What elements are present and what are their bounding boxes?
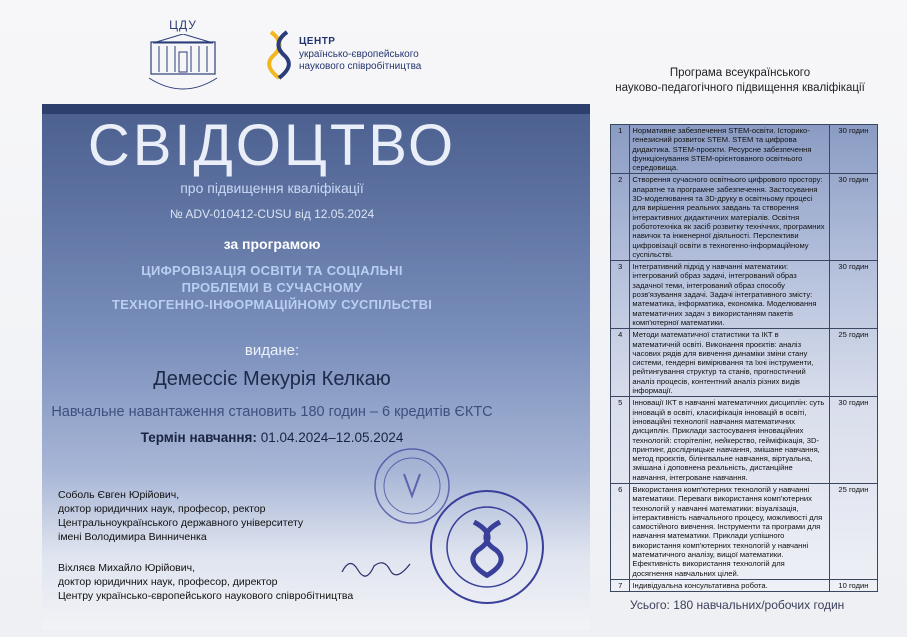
program-title	[600, 66, 880, 96]
program-name	[70, 262, 474, 313]
module-description: Створення сучасного освітнього цифрового простору: апаратне та програмне забезпечення. Застосування 3D-моделювання та 3D-друку в освітньому процесі для вирішення реальних завдань та створення інтерактивних дидактичних матеріалів. Освітня робототехніка як засіб розвитку технічних, програмних навичок та інженерної діяльності. Перспективи цифровізації освіти в техногенно-інформаційному суспільстві.	[630, 174, 829, 261]
module-hours: 25 годин	[829, 329, 877, 397]
table-row	[611, 579, 878, 591]
program-label: за програмою	[223, 236, 321, 252]
module-number: 4	[611, 329, 630, 397]
center-logo-line2: українсько-європейського	[299, 49, 419, 60]
university-building-icon	[145, 34, 221, 96]
signature-icon	[340, 552, 420, 582]
table-row	[611, 329, 878, 397]
signatory-director	[58, 561, 353, 603]
center-logo-line3: наукового співробітництва	[299, 61, 422, 72]
table-row	[611, 174, 878, 261]
module-description: Використання комп'ютерних технологій у навчанні математики. Переваги використання комп'ютерних технологій у навчанні математики: візуалізація, інтерактивність навчального процесу, можливості для самостійного вивчення. Інструменти та програми для навчання математики. Приклади успішного використання комп'ютерних технологій у навчанні математичного аналізу, вищої математики. Ефективність використання технологій для досягнення навчальних цілей.	[630, 483, 829, 579]
table-row	[611, 125, 878, 174]
module-hours: 30 годин	[829, 174, 877, 261]
signatory-rector-org: Центральноукраїнського державного університету	[58, 517, 304, 529]
module-description: Інновації ІКТ в навчанні математичних дисциплін: суть інновацій в освіті, класифікація інновацій в освіті, інноваційні технології навчання математичних дисциплін. Приклади застосування інноваційних технологій: сторітелінг, нейкерство, гейміфікація, 3D-принтинг, дослідницьке навчання, змішане навчання, метод проєктів, білінгвальне навчання, віртуальна, змішана і доповнена реальність, дистанційне навчання, інтегроване навчання.	[630, 397, 829, 484]
module-hours: 10 годин	[829, 579, 877, 591]
signatory-rector-name: Соболь Євген Юрійович,	[58, 489, 180, 501]
program-name-line3: ТЕХНОГЕННО-ІНФОРМАЦІЙНОМУ СУСПІЛЬСТВІ	[111, 297, 433, 312]
module-number: 2	[611, 174, 630, 261]
study-term-label: Термін навчання:	[140, 430, 257, 445]
program-title-line2: науково-педагогічного підвищення кваліфікації	[615, 82, 865, 94]
signatory-rector	[58, 488, 303, 544]
module-hours: 25 годин	[829, 483, 877, 579]
certificate-subtitle: про підвищення кваліфікації	[180, 180, 364, 196]
czu-logo-text: ЦДУ	[169, 18, 197, 32]
signatory-director-org: Центру українсько-європейського наукового співробітництва	[58, 590, 354, 602]
module-hours: 30 годин	[829, 261, 877, 329]
module-hours: 30 годин	[829, 397, 877, 484]
module-description: Інтегративний підхід у навчанні математики: інтегрований образ задачі, інтегрований образ задачної теми, інтегрований образ способу розв'язування задачі. Задачі інтегративного змісту: математика, інформатика, економіка. Моделювання математичних задач з використанням пакетів комп'ютерної математики.	[630, 261, 829, 329]
signatory-rector-org2: імені Володимира Винниченка	[58, 531, 207, 543]
modules-table-panel	[610, 124, 878, 589]
study-load: Навчальне навантаження становить 180 годин – 6 кредитів ЄКТС	[51, 404, 493, 420]
total-hours: Усього: 180 навчальних/робочих годин	[630, 598, 845, 612]
module-number: 6	[611, 483, 630, 579]
center-logo-mark-icon	[265, 30, 295, 80]
module-description: Індивідуальна консультативна робота.	[630, 579, 829, 591]
module-number: 3	[611, 261, 630, 329]
signatory-director-degree: доктор юридичних наук, професор, директор	[58, 576, 278, 588]
recipient-name: Демессіє Мекурія Келкаю	[153, 368, 391, 390]
issued-label: видане:	[244, 342, 300, 359]
module-description: Нормативне забезпечення STEM-освіти. Історико-генезисний розвиток STEM. STEM та цифрова дидактика. STEM-проєкти. Ресурсне забезпечення функціонування STEM-орієнтованого освітнього середовища.	[630, 125, 829, 174]
program-name-line1: ЦИФРОВІЗАЦІЯ ОСВІТИ ТА СОЦІАЛЬНІ	[141, 263, 403, 278]
center-logo	[265, 30, 435, 85]
table-row	[611, 397, 878, 484]
signatory-rector-degree: доктор юридичних наук, професор, ректор	[58, 503, 266, 515]
program-title-line1: Програма всеукраїнського	[669, 67, 811, 79]
certificate-title: СВІДОЦТВО	[87, 113, 457, 178]
center-logo-line1: ЦЕНТР	[299, 36, 336, 47]
module-number: 1	[611, 125, 630, 174]
module-hours: 30 годин	[829, 125, 877, 174]
module-number: 5	[611, 397, 630, 484]
certificate-number: № ADV-010412-CUSU від 12.05.2024	[169, 207, 375, 221]
table-row	[611, 261, 878, 329]
program-name-line2: ПРОБЛЕМИ В СУЧАСНОМУ	[181, 280, 363, 295]
table-row	[611, 483, 878, 579]
center-stamp-icon	[428, 488, 546, 606]
signatory-director-name: Віхляєв Михайло Юрійович,	[58, 562, 196, 574]
module-number: 7	[611, 579, 630, 591]
modules-table	[610, 124, 878, 592]
study-term	[42, 430, 502, 445]
module-description: Методи математичної статистики та ІКТ в математичній освіті. Виконання проєктів: аналіз часових рядів для вивчення динаміки зміни стану системи, гендерні вимірювання та їхні інструменти, рейтингування структур та станів, прогностичний аналіз процесів, контентний аналіз різних видів інформації.	[630, 329, 829, 397]
czu-logo	[133, 18, 233, 100]
study-term-value: 01.04.2024–12.05.2024	[260, 430, 404, 445]
